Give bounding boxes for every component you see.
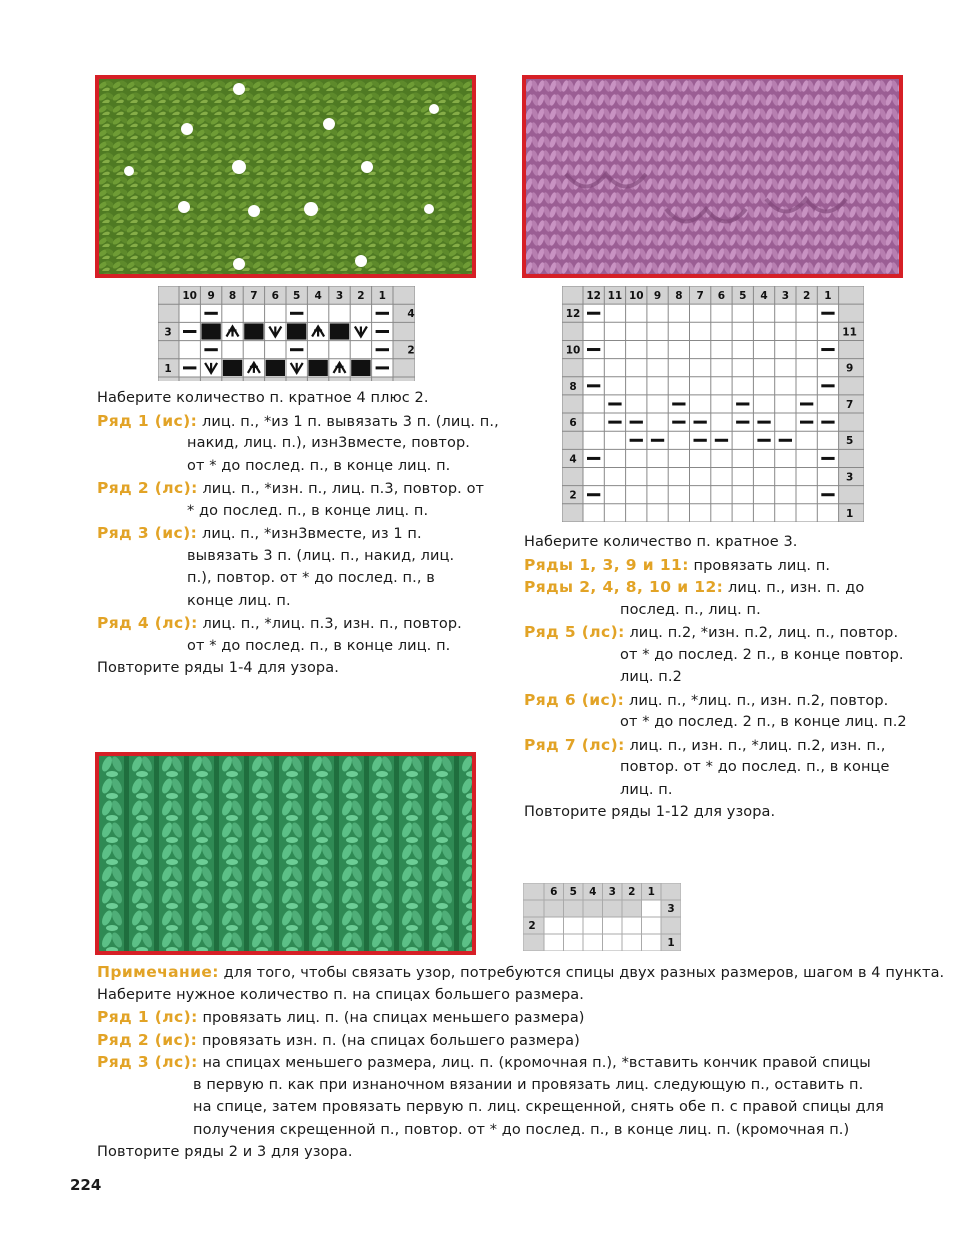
- pattern3-intro: Наберите нужное количество п. на спицах большего размера.: [97, 986, 584, 1003]
- row-number: 7: [845, 398, 854, 411]
- row-number: 4: [407, 308, 415, 321]
- row-text: вывязать 3 п. (лиц. п., накид, лиц.: [187, 547, 455, 564]
- col-number: 2: [357, 290, 365, 302]
- no-stitch-cell: [223, 360, 242, 376]
- row-number: 9: [845, 362, 854, 375]
- row-label: Ряд 3 (лс):: [97, 1053, 198, 1071]
- row-text: на спицах меньшего размера, лиц. п. (кромочная п.), *вставить кончик правой спицы: [202, 1055, 871, 1071]
- col-number: 10: [182, 290, 198, 302]
- row-label: Ряд 3 (ис):: [97, 524, 198, 542]
- purl-symbol: [376, 348, 389, 351]
- row-text: лиц. п., изн. п. до: [727, 580, 865, 596]
- row-number: 12: [565, 308, 581, 321]
- purl-symbol: [672, 421, 685, 424]
- col-number: 5: [739, 290, 747, 302]
- row-label: Ряд 7 (лс):: [524, 735, 625, 754]
- instruction-row: [524, 576, 944, 621]
- instruction-row: [97, 1029, 917, 1052]
- col-number: 4: [760, 290, 768, 302]
- col-number: 4: [314, 290, 322, 302]
- purl-symbol: [376, 366, 389, 369]
- pattern1-outro: Повторите ряды 1-4 для узора.: [97, 660, 339, 676]
- purl-symbol: [821, 384, 834, 387]
- col-number: 4: [589, 886, 597, 898]
- row-text: от * до послед. п., в конце лиц. п.: [187, 457, 451, 474]
- row-number: 10: [565, 344, 581, 357]
- row-text: лиц. п., *изн. п., лиц. п.3, повтор. от: [202, 481, 485, 497]
- purl-symbol: [630, 421, 643, 424]
- row-text: провязать изн. п. (на спицах большего размера): [201, 1032, 580, 1049]
- no-stitch-cell: [201, 323, 220, 339]
- purl-symbol: [800, 402, 813, 405]
- purl-symbol: [587, 312, 600, 315]
- row-text: конце лиц. п.: [187, 592, 291, 609]
- row-number: 6: [569, 417, 577, 430]
- no-stitch-cell: [330, 323, 349, 339]
- chart-pattern1: [158, 286, 415, 381]
- row-label: Ряды 1, 3, 9 и 11:: [524, 555, 689, 574]
- col-number: 6: [717, 290, 726, 302]
- col-number: 7: [250, 290, 258, 302]
- col-number: 6: [550, 886, 558, 898]
- purl-symbol: [608, 402, 621, 405]
- pattern2-intro: Наберите количество п. кратное 3.: [524, 534, 798, 550]
- purl-symbol: [821, 493, 834, 496]
- purl-symbol: [587, 348, 600, 351]
- col-number: 3: [608, 886, 616, 898]
- purl-symbol: [587, 493, 600, 496]
- purl-symbol: [651, 439, 664, 442]
- knit-photo-pink-cable: [522, 75, 903, 278]
- purl-symbol: [736, 421, 749, 424]
- col-number: 3: [335, 290, 344, 302]
- row-label: Ряд 2 (лс):: [97, 479, 198, 497]
- row-label: Ряд 5 (лс):: [524, 623, 625, 641]
- row-label: Ряд 6 (ис):: [524, 690, 625, 709]
- col-number: 1: [647, 886, 655, 898]
- row-text: лиц. п., изн. п., *лиц. п.2, изн. п.,: [629, 737, 886, 754]
- instruction-row: [524, 689, 944, 734]
- chart-pattern2: [562, 286, 864, 522]
- row-number: 1: [667, 937, 675, 949]
- purl-symbol: [183, 366, 196, 369]
- col-number: 1: [378, 290, 386, 302]
- purl-symbol: [694, 421, 707, 424]
- no-stitch-cell: [287, 323, 306, 339]
- purl-symbol: [694, 439, 707, 442]
- pattern1-instructions: [97, 387, 497, 680]
- row-number: 11: [842, 326, 857, 339]
- purl-symbol: [204, 348, 217, 351]
- purl-symbol: [290, 312, 303, 315]
- row-text: лиц. п.2: [620, 669, 682, 685]
- row-text: послед. п., лиц. п.: [620, 601, 761, 618]
- row-number: 4: [569, 453, 577, 466]
- instruction-row: [524, 554, 944, 577]
- purl-symbol: [757, 439, 770, 442]
- col-number: 12: [586, 290, 601, 302]
- purl-symbol: [821, 457, 834, 460]
- row-number: 3: [164, 326, 172, 339]
- instruction-row: [524, 621, 944, 689]
- instruction-row: [97, 477, 497, 522]
- purl-symbol: [608, 421, 621, 424]
- col-number: 7: [696, 290, 704, 302]
- no-stitch-cell: [266, 360, 285, 376]
- purl-symbol: [290, 348, 303, 351]
- row-text: лиц. п., *изн3вместе, из 1 п.: [201, 526, 422, 542]
- purl-symbol: [376, 312, 389, 315]
- row-number: 1: [164, 362, 172, 375]
- purl-symbol: [715, 439, 728, 442]
- chart-pattern3: [523, 883, 681, 951]
- row-text: лиц. п.2, *изн. п.2, лиц. п., повтор.: [629, 625, 899, 641]
- note-label: Примечание:: [97, 963, 219, 981]
- purl-symbol: [183, 330, 196, 333]
- row-number: 3: [667, 903, 675, 915]
- instruction-row: [97, 1006, 917, 1029]
- row-text: п.), повтор. от * до послед. п., в: [187, 570, 435, 586]
- row-label: Ряд 1 (лс):: [97, 1008, 198, 1026]
- row-text: провязать лиц. п. (на спицах меньшего размера): [202, 1010, 585, 1026]
- col-number: 8: [675, 290, 683, 302]
- row-number: 8: [569, 380, 577, 393]
- col-number: 5: [569, 886, 577, 898]
- page-number: 224: [70, 1176, 102, 1194]
- purl-symbol: [779, 439, 792, 442]
- purl-symbol: [821, 348, 834, 351]
- row-text: в первую п. как при изнаночном вязании и провязать лиц. следующую п., оставить п.: [193, 1076, 864, 1093]
- row-text: повтор. от * до послед. п., в конце: [620, 759, 890, 775]
- row-text: провязать лиц. п.: [693, 557, 831, 574]
- pattern2-instructions: [524, 531, 944, 824]
- purl-symbol: [736, 402, 749, 405]
- pattern2-outro: Повторите ряды 1-12 для узора.: [524, 804, 776, 820]
- purl-symbol: [204, 312, 217, 315]
- row-number: 5: [845, 435, 854, 448]
- row-label: Ряд 2 (ис):: [97, 1030, 198, 1049]
- purl-symbol: [800, 421, 813, 424]
- no-stitch-cell: [351, 360, 370, 376]
- row-text: лиц. п.: [620, 781, 673, 798]
- no-stitch-cell: [244, 323, 263, 339]
- row-label: Ряд 1 (ис):: [97, 411, 198, 430]
- col-number: 2: [802, 290, 811, 302]
- col-number: 10: [628, 290, 644, 302]
- row-label: Ряды 2, 4, 8, 10 и 12:: [524, 578, 724, 596]
- col-number: 5: [293, 290, 301, 302]
- purl-symbol: [821, 421, 834, 424]
- instruction-row: [524, 734, 944, 802]
- col-number: 9: [653, 290, 662, 302]
- pattern3-note: [97, 961, 945, 984]
- row-label: Ряд 4 (лс):: [97, 614, 198, 632]
- purl-symbol: [587, 457, 600, 460]
- row-text: лиц. п., *из 1 п. вывязать 3 п. (лиц. п.,: [201, 413, 499, 430]
- row-number: 1: [845, 507, 854, 520]
- purl-symbol: [672, 402, 685, 405]
- row-number: 3: [845, 471, 854, 484]
- row-text: лиц. п., *лиц. п.3, изн. п., повтор.: [202, 616, 462, 632]
- col-number: 2: [628, 886, 636, 898]
- instruction-row: [97, 522, 497, 612]
- knit-photo-green-eyelet: [95, 75, 476, 278]
- row-text: получения скрещенной п., повтор. от * до послед. п., в конце лиц. п. (кромочная п.): [193, 1121, 850, 1138]
- instruction-row: [97, 410, 497, 478]
- purl-symbol: [630, 439, 643, 442]
- instruction-row: [97, 1051, 917, 1141]
- row-text: * до послед. п., в конце лиц. п.: [187, 502, 429, 519]
- row-text: от * до послед. п., в конце лиц. п.: [187, 637, 451, 654]
- no-stitch-cell: [308, 360, 327, 376]
- pattern3-outro: Повторите ряды 2 и 3 для узора.: [97, 1144, 353, 1160]
- purl-symbol: [587, 384, 600, 387]
- row-number: 2: [407, 344, 415, 357]
- row-text: накид, лиц. п.), изн3вместе, повтор.: [187, 435, 470, 451]
- note-text: для того, чтобы связать узор, потребуются спицы двух разных размеров, шагом в 4 пункта.: [223, 965, 945, 981]
- row-number: 2: [569, 489, 577, 502]
- col-number: 3: [781, 290, 790, 302]
- row-text: на спице, затем провязать первую п. лиц. скрещенной, снять обе п. с правой спицы для: [193, 1099, 884, 1115]
- col-number: 6: [271, 290, 279, 302]
- col-number: 8: [228, 290, 237, 302]
- row-text: лиц. п., *лиц. п., изн. п.2, повтор.: [628, 692, 889, 709]
- col-number: 1: [824, 290, 832, 302]
- row-text: от * до послед. 2 п., в конце лиц. п.2: [620, 714, 907, 730]
- col-number: 11: [607, 290, 623, 302]
- col-number: 9: [207, 290, 215, 302]
- pattern3-instructions: [97, 961, 945, 1164]
- row-number: 2: [528, 920, 536, 932]
- knit-photo-green-rib: [95, 752, 476, 955]
- pattern1-intro: Наберите количество п. кратное 4 плюс 2.: [97, 390, 429, 406]
- purl-symbol: [376, 330, 389, 333]
- row-text: от * до послед. 2 п., в конце повтор.: [620, 646, 904, 663]
- purl-symbol: [821, 312, 834, 315]
- instruction-row: [97, 612, 497, 657]
- purl-symbol: [757, 421, 770, 424]
